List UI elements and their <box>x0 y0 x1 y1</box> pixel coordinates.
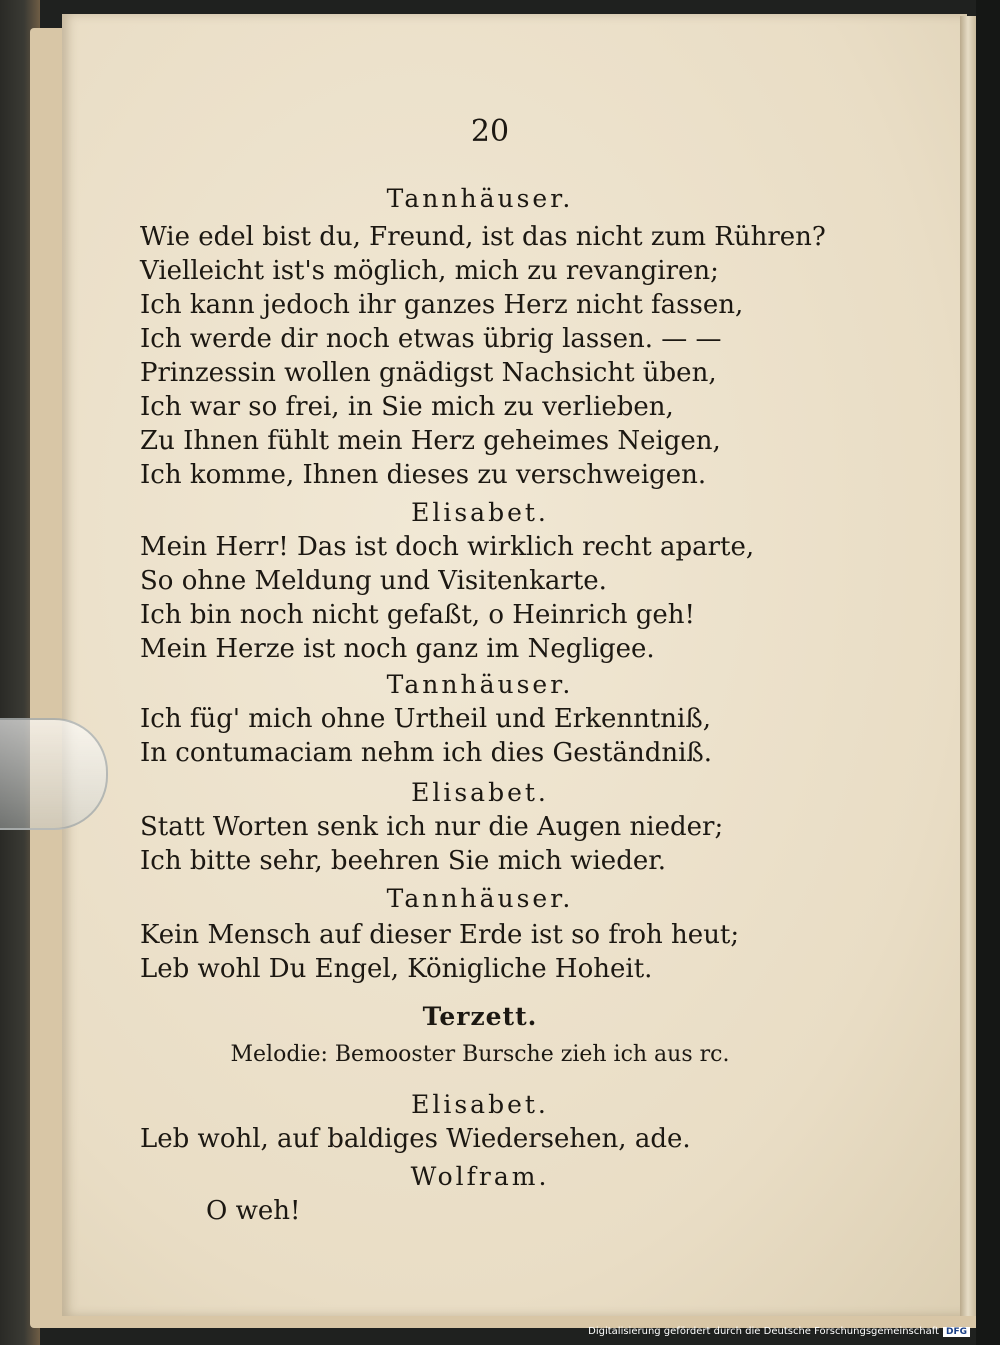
speaker-heading: Elisabet. <box>411 498 549 527</box>
verse-line: Ich bin noch nicht gefaßt, o Heinrich geh! <box>140 600 695 630</box>
verse-line: Prinzessin wollen gnädigst Nachsicht üben, <box>140 358 717 388</box>
verse-line: In contumaciam nehm ich dies Geständniß. <box>140 738 713 768</box>
footer-credit <box>588 1326 970 1337</box>
verse-line: Statt Worten senk ich nur die Augen nieder; <box>140 812 724 842</box>
speaker-heading: Tannhäuser. <box>386 884 574 913</box>
verse-line: Ich kann jedoch ihr ganzes Herz nicht fassen, <box>140 290 744 320</box>
page-clip <box>0 718 108 830</box>
section-heading: Terzett. <box>422 1002 538 1031</box>
page-number: 20 <box>470 114 510 149</box>
verse-line: Mein Herze ist noch ganz im Negligee. <box>140 634 655 664</box>
speaker-heading: Elisabet. <box>411 1090 549 1119</box>
speaker-heading: Elisabet. <box>411 778 549 807</box>
verse-line: O weh! <box>206 1196 301 1226</box>
verse-line: Ich komme, Ihnen dieses zu verschweigen. <box>140 460 707 490</box>
verse-line: Zu Ihnen fühlt mein Herz geheimes Neigen, <box>140 426 721 456</box>
verse-line: Vielleicht ist's möglich, mich zu revangiren; <box>140 256 719 286</box>
verse-line: Leb wohl, auf baldiges Wiedersehen, ade. <box>140 1124 691 1154</box>
verse-line: Mein Herr! Das ist doch wirklich recht aparte, <box>140 532 755 562</box>
verse-line: So ohne Meldung und Visitenkarte. <box>140 566 607 596</box>
verse-line: Ich werde dir noch etwas übrig lassen. — — <box>140 324 722 354</box>
footer-credit-text: Digitalisierung gefördert durch die Deutsche Forschungsgemeinschaft <box>588 1326 939 1337</box>
verse-line: Ich war so frei, in Sie mich zu verlieben, <box>140 392 674 422</box>
verse-line: Wie edel bist du, Freund, ist das nicht zum Rühren? <box>140 222 826 252</box>
melody-note: Melodie: Bemooster Bursche zieh ich aus rc. <box>230 1042 730 1067</box>
speaker-heading: Tannhäuser. <box>386 184 574 213</box>
speaker-heading: Wolfram. <box>410 1162 550 1191</box>
verse-line: Kein Mensch auf dieser Erde ist so froh heut; <box>140 920 740 950</box>
verse-line: Ich bitte sehr, beehren Sie mich wieder. <box>140 846 667 876</box>
speaker-heading: Tannhäuser. <box>386 670 574 699</box>
verse-line: Ich füg' mich ohne Urtheil und Erkenntniß, <box>140 704 711 734</box>
dfg-logo: DFG <box>943 1327 970 1337</box>
verse-line: Leb wohl Du Engel, Königliche Hoheit. <box>140 954 653 984</box>
